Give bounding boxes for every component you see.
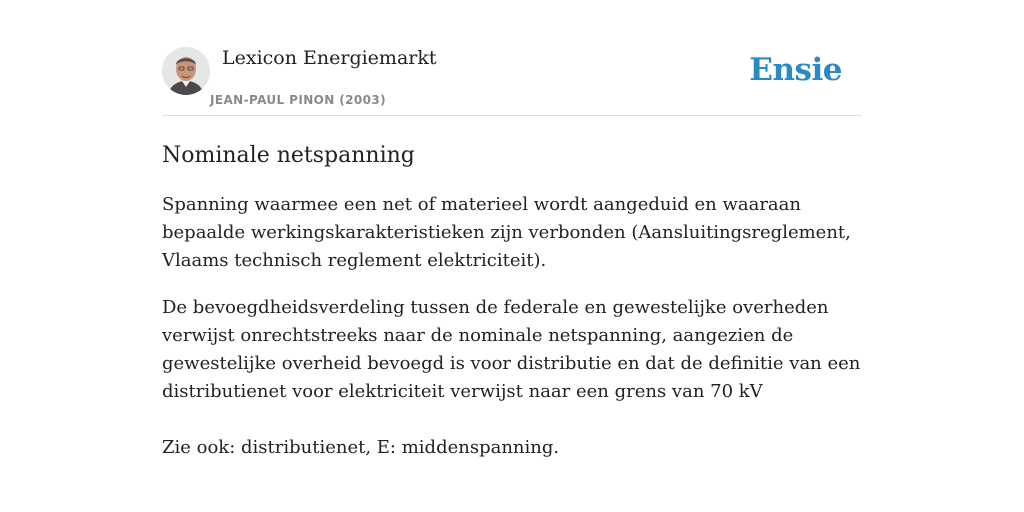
entry-header <box>162 46 862 116</box>
context-paragraph: De bevoegdheidsverdeling tussen de federale en gewestelijke overheden verwijst onrechtstreeks naar de nominale netspanning, aangezien de gewestelijke overheid bevoegd is voor distributie en dat de definitie van een distributienet voor elektriciteit verwijst naar een grens van 70 kV <box>162 297 861 402</box>
author-avatar <box>162 47 210 95</box>
entry-title: Nominale netspanning <box>162 143 415 168</box>
see-also: Zie ook: distributienet, E: middenspanning. <box>162 437 560 458</box>
ensie-logo[interactable]: Ensie <box>749 52 842 88</box>
lexicon-title[interactable]: Lexicon Energiemarkt <box>222 47 437 69</box>
definition-paragraph: Spanning waarmee een net of materieel wordt aangeduid en waaraan bepaalde werkingskarakteristieken zijn verbonden (Aansluitingsreglement, Vlaams technisch reglement elektriciteit). <box>162 194 851 271</box>
entry-card <box>162 46 862 462</box>
author-portrait-icon <box>162 47 210 95</box>
author-name[interactable]: JEAN-PAUL PINON (2003) <box>210 93 387 107</box>
